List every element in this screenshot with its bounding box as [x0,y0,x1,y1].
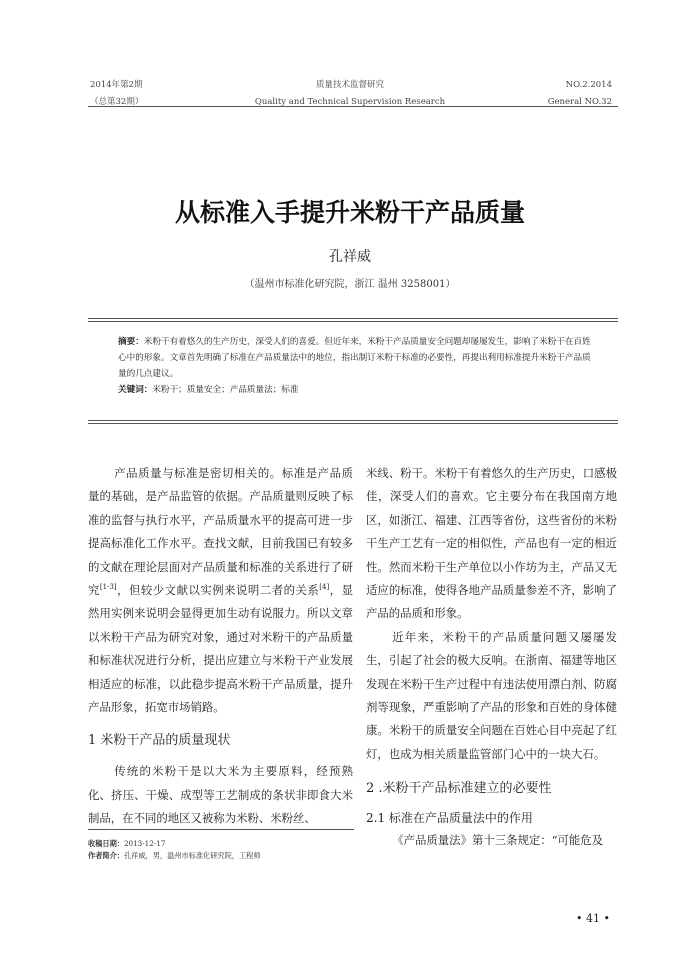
journal-title-cn: 质量技术监督研究 [315,80,384,90]
received-date: 收稿日期：2013-12-17 [88,839,166,848]
abstract [118,334,598,382]
article-title: 从标准入手提升米粉干产品质量 [174,198,525,227]
page-number: • 41 • [576,912,610,925]
issue-number: NO.2.2014 [565,80,612,90]
author-affiliation: （温州市标准化研究院，浙江 温州 3258001） [244,279,456,290]
body-column-right [366,462,617,853]
section-1-paragraph-1-continued: 米线、粉干。米粉干有着悠久的生产历史，口感极佳，深受人们的喜欢。它主要分布在我国南方地区，如浙江、福建、江西等省份，这些省份的米粉干生产工艺有一定的相似性，产品也有一定的相近性。然而米粉干生产单位以小作坊为主，产品又无适应的标准，使得各地产品质量参差不齐，影响了产品的品质和形象。 [366,466,617,621]
keywords-text: 米粉干；质量安全；产品质量法；标准 [152,385,299,395]
keywords [118,382,598,398]
citation-4: [4] [319,583,330,592]
abstract-top-rule-2 [88,321,618,322]
section-1-heading: 1 米粉干产品的质量现状 [88,733,231,749]
section-1-paragraph-1-start: 传统的米粉干是以大米为主要原料，经预熟化、挤压、干燥、成型等工艺制成的条状非即食大米制品，在不同的地区又被称为米粉、米粉丝、 [88,764,353,826]
abstract-label: 摘要： [118,337,144,347]
abstract-text: 米粉干有着悠久的生产历史，深受人们的喜爱。但近年来，米粉干产品质量安全问题却屡屡发生，影响了米粉干在百姓心中的形象。文章首先明确了标准在产品质量法中的地位，指出制订米粉干标准的必要性，再提出利用标准提升米粉干产品质量的几点建议。 [118,337,591,379]
running-header-right [548,79,612,113]
abstract-bottom-rule-2 [88,423,618,424]
body-column-left [88,462,353,831]
section-2-1-heading: 2.1 标准在产品质量法中的作用 [366,811,533,826]
general-number: General NO.32 [547,97,612,107]
keywords-label: 关键词： [118,385,153,395]
citation-1-3: [1-3] [99,583,117,592]
header-divider [88,106,618,107]
section-2-1-paragraph-1: 《产品质量法》第十三条规定：“可能危及 [392,833,604,848]
author-bio: 作者简介：孔祥威，男，温州市标准化研究院，工程师 [88,851,261,860]
footnote-divider [88,829,354,830]
intro-paragraph: 产品质量与标准是密切相关的。标准是产品质量的基础，是产品监管的依据。产品质量则反映了标准的监督与执行水平，产品质量水平的提高可进一步提高标准化工作水平。查找文献，目前我国已有较多的文献在理论层面对产品质量和标准的关系进行了研究[1-3]，但较少文献以实例来说明二者的关系[4]，显然用实例来说明会显得更加生动有说服力。所以文章以米粉干产品为研究对象，通过对米粉干的产品质量和标准状况进行分析，提出应建立与米粉干产业发展相适应的标准，以此稳步提高米粉干产品质量，提升产品形象，拓宽市场销路。 [88,466,353,715]
section-2-heading: 2 .米粉干产品标准建立的必要性 [366,781,552,797]
section-1-paragraph-2: 近年来，米粉干的产品质量问题又屡屡发生，引起了社会的极大反响。在浙南、福建等地区发现在米粉干生产过程中有违法使用漂白剂、防腐剂等现象，严重影响了产品的形象和百姓的身体健康。米粉干的质量安全问题在百姓心目中亮起了红灯，也成为相关质量监管部门心中的一块大石。 [366,629,617,761]
journal-title-en: Quality and Technical Supervision Research [254,97,446,107]
issue-label: 2014年第2期 [90,80,143,90]
author-name: 孔祥威 [329,249,371,265]
abstract-top-rule-1 [88,318,618,319]
total-issue-label: （总第32期） [90,97,144,107]
abstract-bottom-rule-1 [88,420,618,421]
abstract-block [118,334,598,398]
footnote-block [88,838,261,862]
